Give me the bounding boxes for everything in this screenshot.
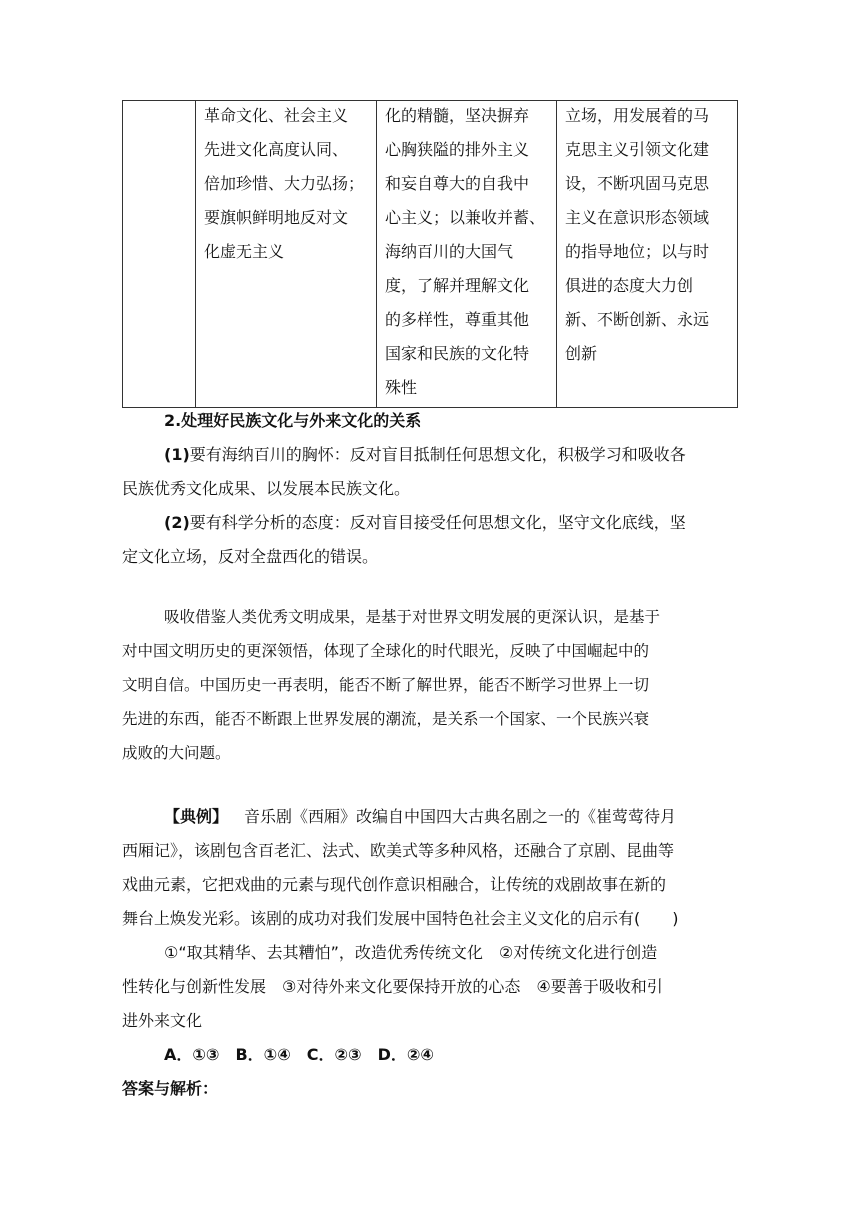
paragraph-2-line-2: 定文化立场，反对全盘西化的错误。 bbox=[122, 547, 379, 566]
table-cell-line: 倍加珍惜、大力弘扬； bbox=[204, 174, 365, 193]
example-line-3: 戏曲元素，它把戏曲的元素与现代创作意识相融合，让传统的戏剧故事在新的 bbox=[122, 875, 667, 894]
example-line-1 bbox=[164, 806, 676, 828]
table-cell-line: 立场，用发展着的马 bbox=[565, 106, 710, 125]
quote-line: 对中国文明历史的更深领悟，体现了全球化的时代眼光，反映了中国崛起中的 bbox=[122, 642, 650, 660]
table-column-2 bbox=[377, 101, 557, 407]
table-cell-line: 度，了解并理解文化 bbox=[385, 276, 530, 295]
table-cell-line: 创新 bbox=[565, 344, 598, 363]
table-cell-line: 化的精髓，坚决摒弃 bbox=[385, 106, 530, 125]
table-cell-line: 先进文化高度认同、 bbox=[204, 140, 349, 159]
table-cell-line: 心胸狭隘的排外主义 bbox=[385, 140, 530, 159]
table-column-category bbox=[123, 101, 196, 407]
table-cell-line: 新、不断创新、永远 bbox=[565, 310, 710, 329]
table-cell-line: 的指导地位；以与时 bbox=[565, 242, 710, 261]
paragraph-2-label: (2) bbox=[164, 513, 190, 532]
option-line-3: 进外来文化 bbox=[122, 1011, 203, 1030]
quote-line: 成败的大问题。 bbox=[122, 744, 231, 762]
table-cell-line: 化虚无主义 bbox=[204, 242, 285, 261]
table-column-3 bbox=[557, 101, 738, 407]
quote-line: 先进的东西，能否不断跟上世界发展的潮流，是关系一个国家、一个民族兴衰 bbox=[122, 710, 650, 728]
paragraph-1-text: 要有海纳百川的胸怀：反对盲目抵制任何思想文化，积极学习和吸收各 bbox=[189, 445, 686, 464]
paragraph-1-line-1 bbox=[164, 444, 686, 466]
paragraph-2-line-1 bbox=[164, 512, 686, 534]
answer-label: 答案与解析： bbox=[122, 1079, 219, 1098]
example-text: 音乐剧《西厢》改编自中国四大古典名剧之一的《崔莺莺待月 bbox=[244, 807, 677, 826]
table-cell-line: 革命文化、社会主义 bbox=[204, 106, 349, 125]
table-cell-line: 俱进的态度大力创 bbox=[565, 276, 694, 295]
table-cell-line: 克思主义引领文化建 bbox=[565, 140, 710, 159]
content-table bbox=[122, 100, 738, 408]
table-cell-line: 殊性 bbox=[385, 378, 418, 397]
table-cell-line: 主义在意识形态领域 bbox=[565, 208, 710, 227]
table-cell-line: 的多样性，尊重其他 bbox=[385, 310, 530, 329]
quote-line: 吸收借鉴人类优秀文明成果，是基于对世界文明发展的更深认识，是基于 bbox=[164, 608, 661, 626]
table-cell-line: 心主义；以兼收并蓄、 bbox=[385, 208, 546, 227]
section-heading: 2.处理好民族文化与外来文化的关系 bbox=[164, 411, 422, 430]
table-cell-line: 设，不断巩固马克思 bbox=[565, 174, 710, 193]
option-line-1: ①“取其精华、去其糟怕”，改造优秀传统文化 ②对传统文化进行创造 bbox=[164, 943, 658, 962]
table-cell-line: 要旗帜鲜明地反对文 bbox=[204, 208, 349, 227]
table-cell-line: 海纳百川的大国气 bbox=[385, 242, 514, 261]
paragraph-1-line-2: 民族优秀文化成果、以发展本民族文化。 bbox=[122, 479, 411, 498]
example-line-4: 舞台上焕发光彩。该剧的成功对我们发展中国特色社会主义文化的启示有( ) bbox=[122, 909, 679, 928]
table-cell-line: 国家和民族的文化特 bbox=[385, 344, 530, 363]
paragraph-1-label: (1) bbox=[164, 445, 190, 464]
example-label: 【典例】 bbox=[164, 807, 229, 826]
table-cell-line: 和妄自尊大的自我中 bbox=[385, 174, 530, 193]
answer-choices: A．①③ B．①④ C．②③ D．②④ bbox=[164, 1045, 434, 1064]
table-column-1 bbox=[196, 101, 377, 407]
example-line-2: 西厢记》，该剧包含百老汇、法式、欧美式等多种风格，还融合了京剧、昆曲等 bbox=[122, 841, 675, 860]
paragraph-2-text: 要有科学分析的态度：反对盲目接受任何思想文化，坚守文化底线，坚 bbox=[189, 513, 686, 532]
option-line-2: 性转化与创新性发展 ③对待外来文化要保持开放的心态 ④要善于吸收和引 bbox=[122, 977, 663, 996]
quote-line: 文明自信。中国历史一再表明，能否不断了解世界，能否不断学习世界上一切 bbox=[122, 676, 650, 694]
